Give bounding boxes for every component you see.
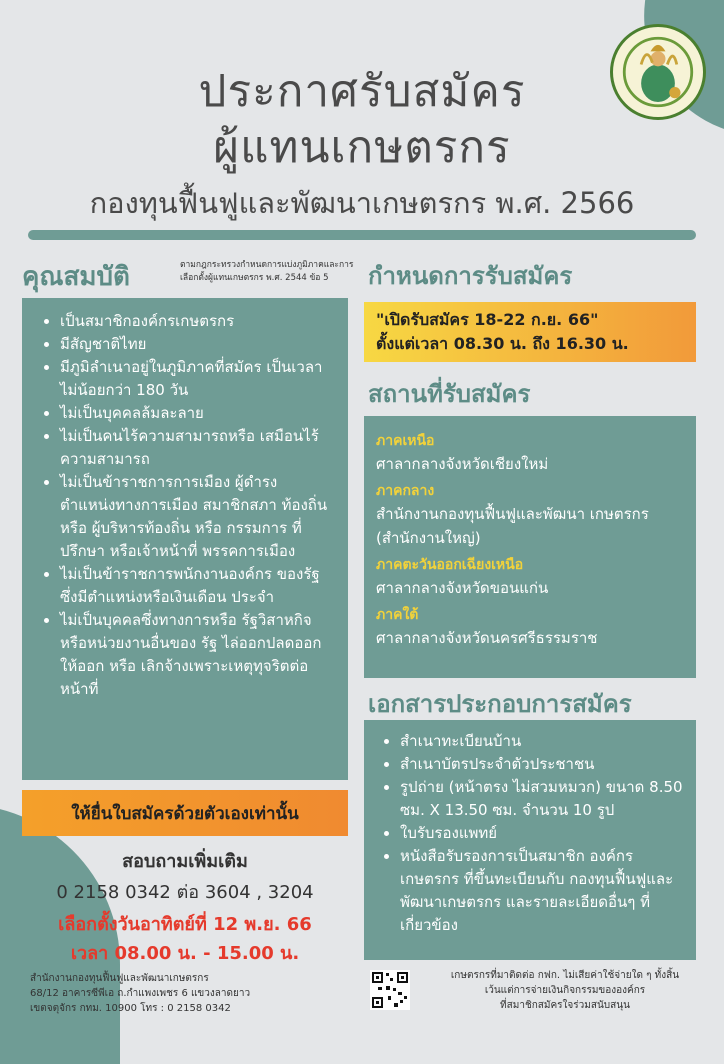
list-item: • ไม่เป็นบุคคลล้มละลาย xyxy=(60,402,336,425)
list-item: • ใบรับรองแพทย์ xyxy=(400,822,686,845)
title-line-1: ประกาศรับสมัคร xyxy=(198,66,526,117)
election-time: เวลา 08.00 น. - 15.00 น. xyxy=(70,943,300,964)
qualifications-list xyxy=(42,310,336,701)
location-name: ศาลากลางจังหวัดขอนแก่น xyxy=(376,579,549,597)
application-period-dates: "เปิดรับสมัคร 18-22 ก.ย. 66" xyxy=(376,310,599,329)
subtitle: กองทุนฟื้นฟูและพัฒนาเกษตรกร พ.ศ. 2566 xyxy=(89,186,635,220)
footnote xyxy=(420,968,710,1013)
inquiry-title: สอบถามเพิ่มเติม xyxy=(122,851,248,872)
list-item: • ไม่เป็นข้าราชการพนักงานองค์กร ของรัฐซึ่งมีตำแหน่งหรือเงินเดือน ประจำ xyxy=(60,563,336,609)
address-line: สำนักงานกองทุนฟื้นฟูและพัฒนาเกษตรกร xyxy=(30,973,209,984)
list-item: • ไม่เป็นคนไร้ความสามารถหรือ เสมือนไร้ความสามารถ xyxy=(60,425,336,471)
location-name: ศาลากลางจังหวัดนครศรีธรรมราช xyxy=(376,629,598,647)
list-item: • เป็นสมาชิกองค์กรเกษตรกร xyxy=(60,310,336,333)
footnote-line: เกษตรกรที่มาติดต่อ กฟก. ไม่เสียค่าใช้จ่ายใด ๆ ทั้งสิ้น xyxy=(450,970,680,981)
list-item: • มีภูมิลำเนาอยู่ในภูมิภาคที่สมัคร เป็นเวลาไม่น้อยกว่า 180 วัน xyxy=(60,356,336,402)
documents-list xyxy=(382,730,686,937)
list-item: • รูปถ่าย (หน้าตรง ไม่สวมหมวก) ขนาด 8.50 ซม. X 13.50 ซม. จำนวน 10 รูป xyxy=(400,776,686,822)
list-item: • สำเนาบัตรประจำตัวประชาชน xyxy=(400,753,686,776)
inquiry-phone: 0 2158 0342 ต่อ 3604 , 3204 xyxy=(56,882,314,903)
location-name: ศาลากลางจังหวัดเชียงใหม่ xyxy=(376,455,549,473)
footnote-line: ที่สมาชิกสมัครใจร่วมสนับสนุน xyxy=(500,1000,630,1011)
title-line-2: ผู้แทนเกษตรกร xyxy=(213,122,511,173)
office-address xyxy=(30,971,330,1016)
locations-heading: สถานที่รับสมัคร xyxy=(368,380,531,408)
list-item: • มีสัญชาติไทย xyxy=(60,333,336,356)
application-period-heading: กำหนดการรับสมัคร xyxy=(368,262,573,290)
documents-heading: เอกสารประกอบการสมัคร xyxy=(368,690,632,718)
header-divider xyxy=(28,230,696,240)
application-period-hours: ตั้งแต่เวลา 08.30 น. ถึง 16.30 น. xyxy=(376,334,629,353)
region-label: ภาคเหนือ xyxy=(376,433,435,449)
region-label: ภาคกลาง xyxy=(376,483,435,499)
list-item: • ไม่เป็นบุคคลซึ่งทางการหรือ รัฐวิสาหกิจหรือหน่วยงานอื่นของ รัฐ ไล่ออกปลดออก ให้ออก หรือ เลิกจ้างเพราะเหตุทุจริตต่อหน้าที่ xyxy=(60,609,336,701)
qr-code[interactable] xyxy=(370,970,410,1010)
address-line: เขตจตุจักร กทม. 10900 โทร : 0 2158 0342 xyxy=(30,1003,231,1014)
election-date: เลือกตั้งวันอาทิตย์ที่ 12 พ.ย. 66 xyxy=(58,914,312,935)
list-item: • หนังสือรับรองการเป็นสมาชิก องค์กรเกษตรกร ที่ขึ้นทะเบียนกับ กองทุนฟื้นฟูและพัฒนาเกษตรกร และรายละเอียดอื่นๆ ที่เกี่ยวข้อง xyxy=(400,845,686,937)
locations-panel xyxy=(364,416,696,678)
application-period-box xyxy=(364,302,696,362)
region-label: ภาคตะวันออกเฉียงเหนือ xyxy=(376,557,524,573)
apply-in-person-banner: ให้ยื่นใบสมัครด้วยตัวเองเท่านั้น xyxy=(22,790,348,836)
location-name: สำนักงานกองทุนฟื้นฟูและพัฒนา เกษตรกร (สำนักงานใหญ่) xyxy=(376,505,649,547)
documents-panel xyxy=(364,720,696,960)
list-item: • ไม่เป็นข้าราชการการเมือง ผู้ดำรง ตำแหน่งทางการเมือง สมาชิกสภา ท้องถิ่น หรือ ผู้บริหารท้องถิ่น หรือ กรรมการ ที่ปรึกษา หรือเจ้าหน้าที่ พรรคการเมือง xyxy=(60,471,336,563)
footnote-line: เว้นแต่การจ่ายเงินกิจกรรมขององค์กร xyxy=(484,985,646,996)
qualifications-panel xyxy=(22,298,348,780)
region-label: ภาคใต้ xyxy=(376,607,419,623)
address-line: 68/12 อาคารซีพีเอ ถ.กำแพงเพชร 6 แขวงลาดยาว xyxy=(30,988,251,999)
list-item: • สำเนาทะเบียนบ้าน xyxy=(400,730,686,753)
qualifications-reference: ตามกฎกระทรวงกำหนดการแบ่งภูมิภาคและการเลือกตั้งผู้แทนเกษตรกร พ.ศ. 2544 ข้อ 5 xyxy=(180,260,354,283)
qualifications-heading: คุณสมบัติ xyxy=(22,262,130,292)
